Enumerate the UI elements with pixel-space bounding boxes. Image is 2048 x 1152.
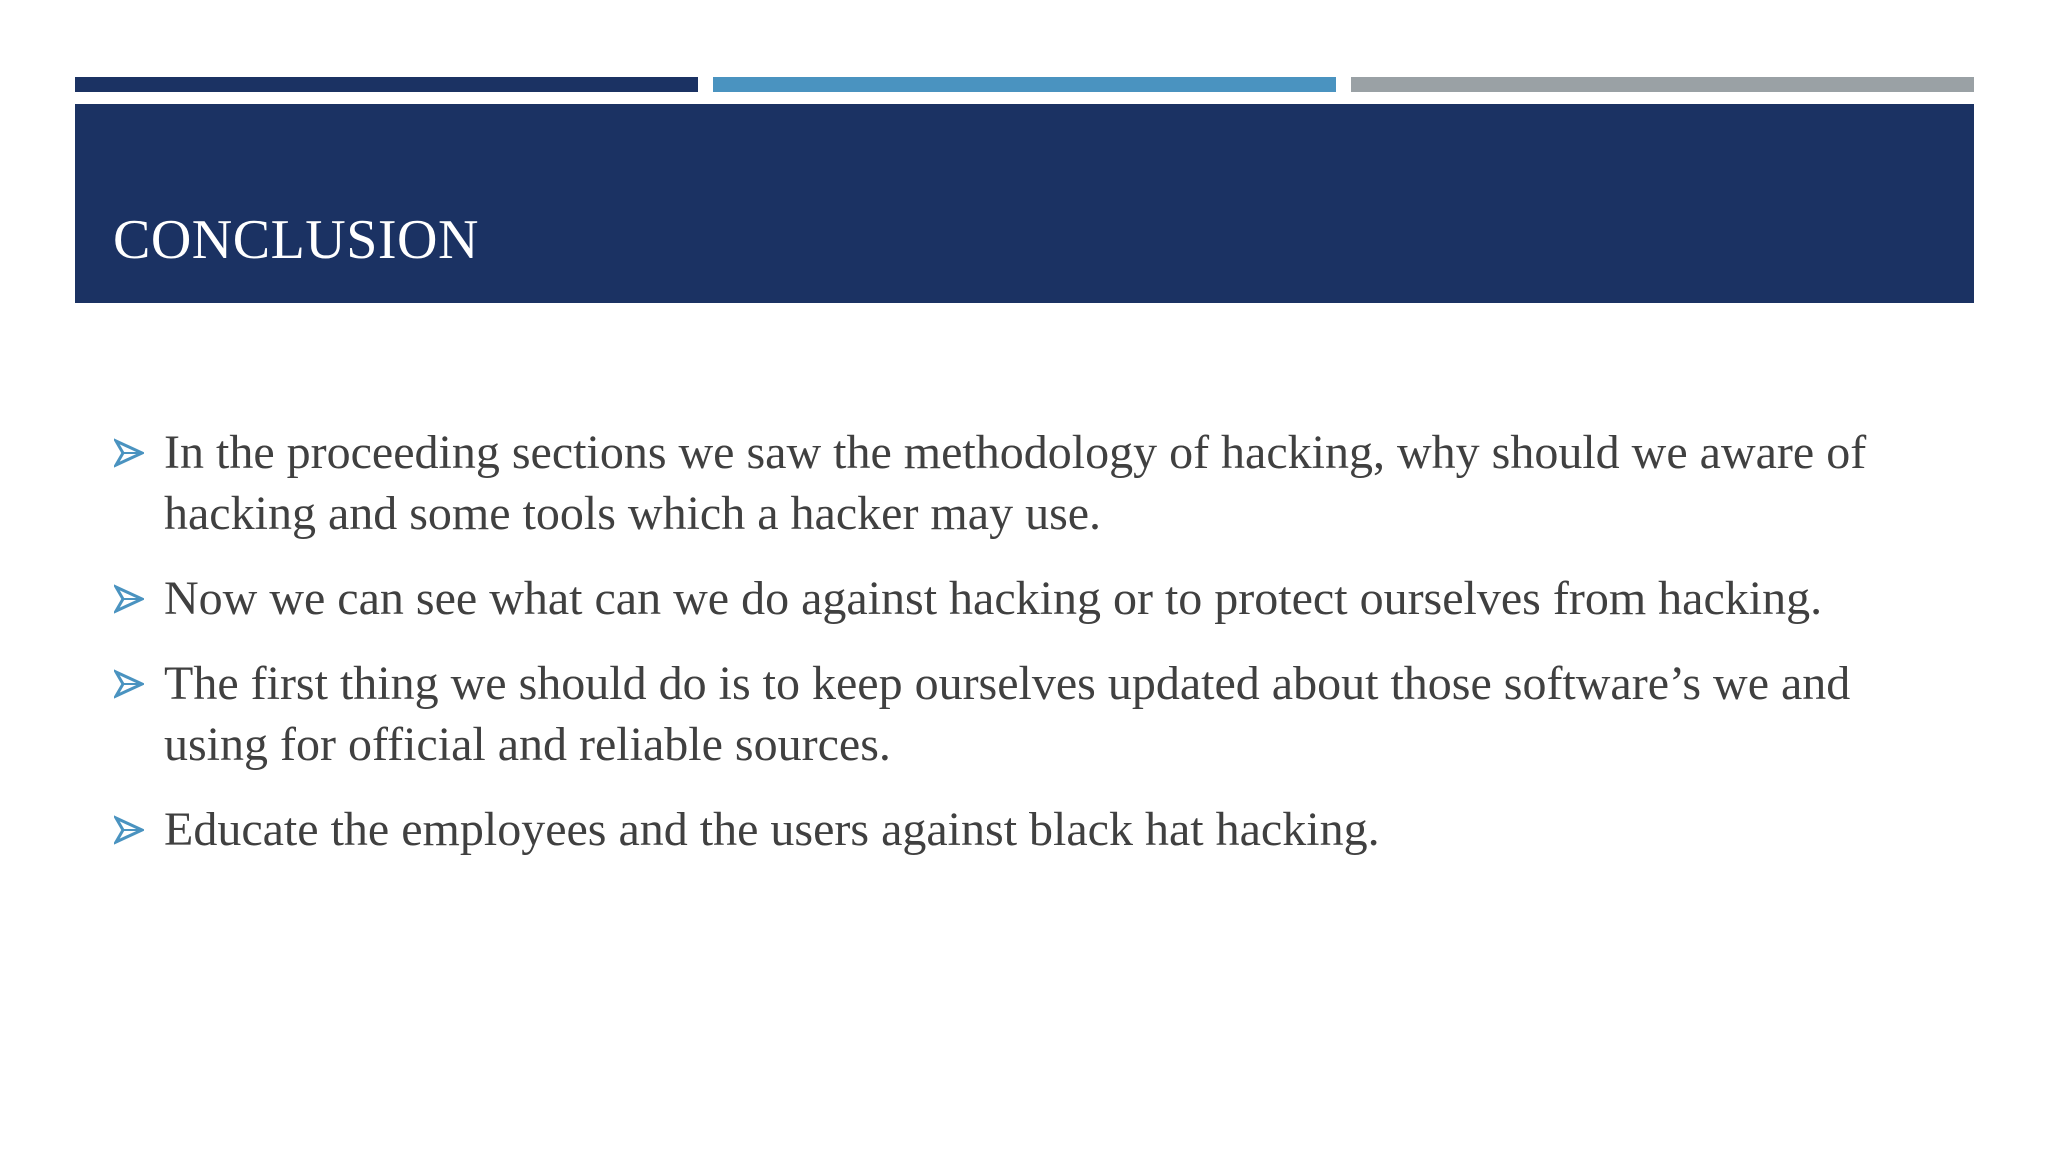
bullet-text: Educate the employees and the users against black hat hacking. [164,803,1380,856]
bullet-text: Now we can see what can we do against hacking or to protect ourselves from hacking. [164,572,1823,625]
title-band [75,104,1974,303]
bullet-item [114,653,1934,775]
bullet-item [114,422,1934,544]
arrowhead-bullet-icon [114,653,164,714]
accent-bar-light-blue [713,77,1336,92]
slide-title: CONCLUSION [113,209,479,271]
accent-bar-dark-blue [75,77,698,92]
accent-bar-gray [1351,77,1974,92]
bullet-item [114,799,1934,860]
bullet-item [114,568,1934,629]
bullet-text: In the proceeding sections we saw the methodology of hacking, why should we aware of hacking and some tools which a hacker may use. [164,426,1867,540]
arrowhead-bullet-icon [114,422,164,483]
bullet-list [114,422,1934,884]
bullet-text: The first thing we should do is to keep ourselves updated about those software’s we and using for official and reliable sources. [164,657,1851,771]
arrowhead-bullet-icon [114,799,164,860]
arrowhead-bullet-icon [114,568,164,629]
